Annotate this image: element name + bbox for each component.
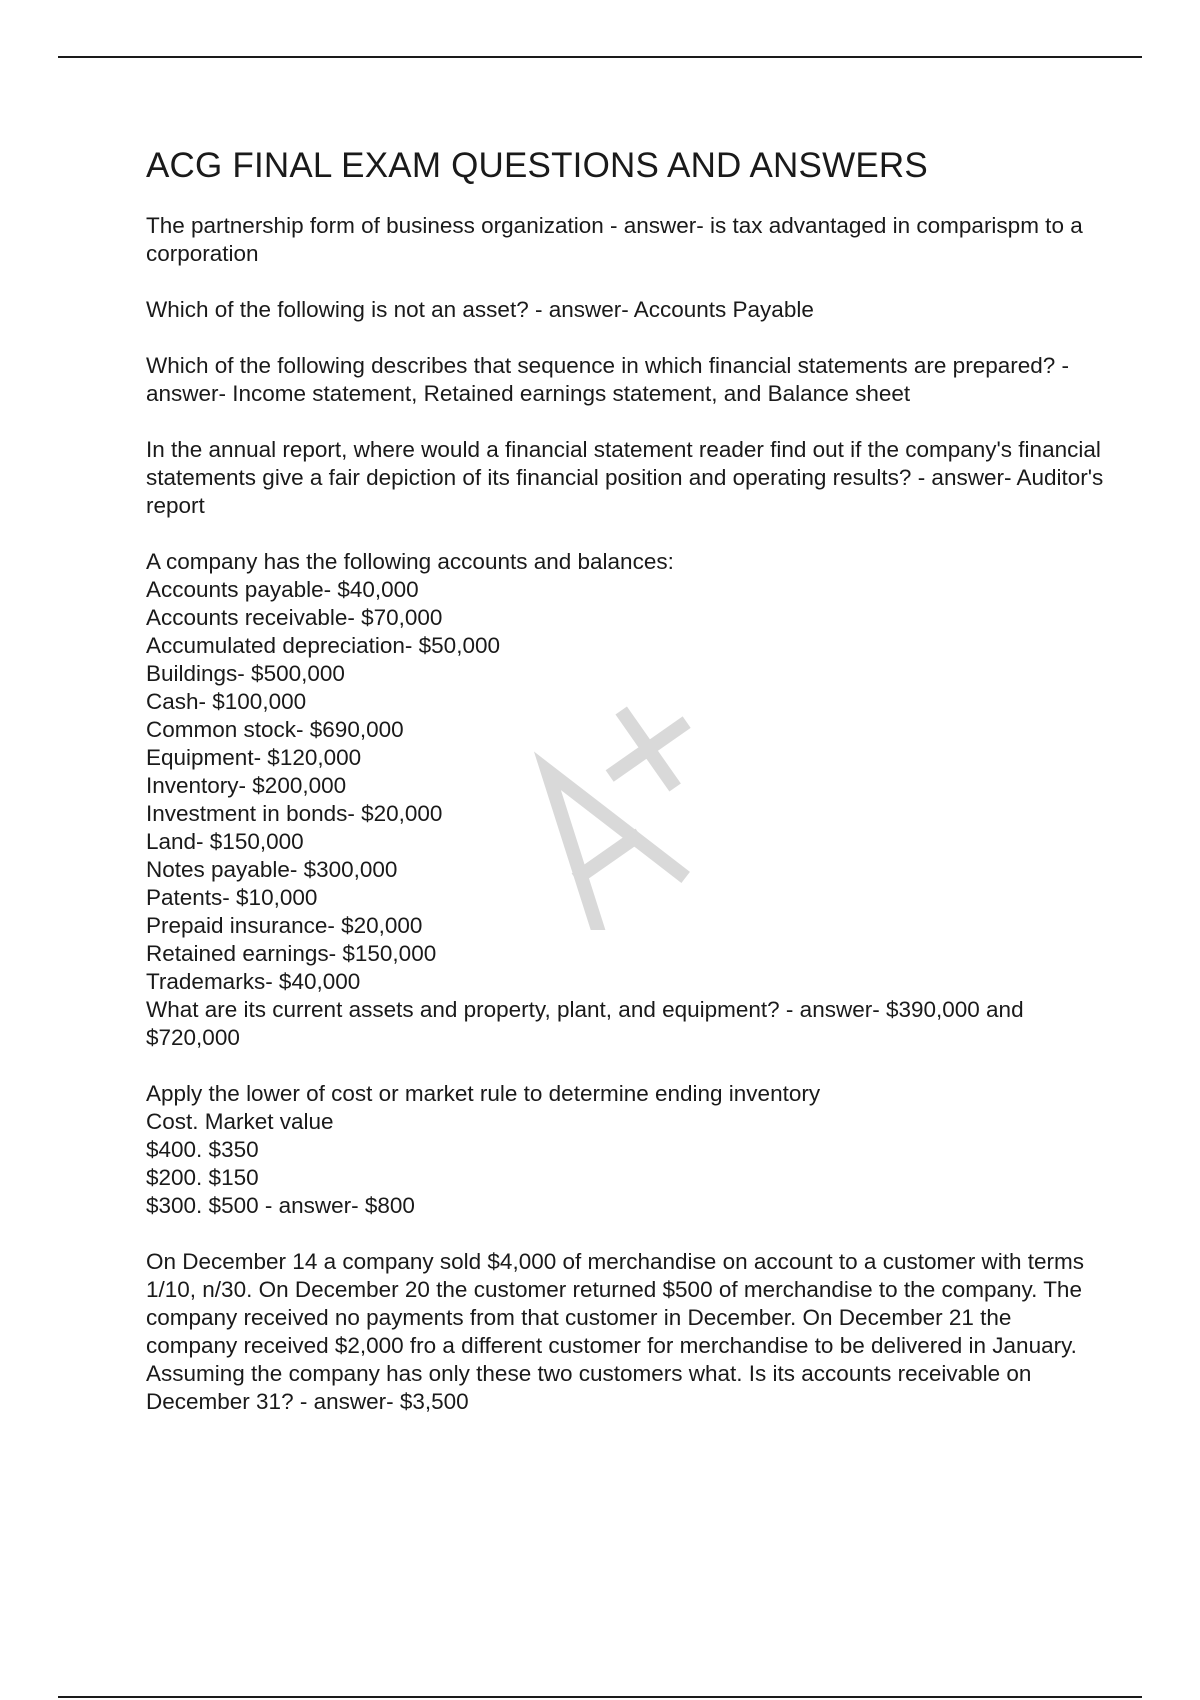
qa-item: [146, 352, 1106, 408]
qa-text: The partnership form of business organization - answer- is tax advantaged in comparispm to a corporation: [146, 213, 1083, 266]
qa-text: Which of the following is not an asset? - answer- Accounts Payable: [146, 297, 814, 322]
top-rule: [58, 56, 1142, 58]
account-line: Accumulated depreciation- $50,000: [146, 633, 500, 658]
account-line: Prepaid insurance- $20,000: [146, 913, 423, 938]
accounts-question-text: What are its current assets and property, plant, and equipment? - answer- $390,000 and $720,000: [146, 997, 1024, 1050]
document-body: [146, 140, 1106, 1444]
inventory-line: $300. $500 - answer- $800: [146, 1193, 415, 1218]
receivable-question: [146, 1248, 1106, 1416]
account-line: Patents- $10,000: [146, 885, 318, 910]
account-line: Investment in bonds- $20,000: [146, 801, 443, 826]
account-line: Accounts receivable- $70,000: [146, 605, 443, 630]
account-line: Common stock- $690,000: [146, 717, 404, 742]
accounts-intro: A company has the following accounts and balances:: [146, 549, 674, 574]
qa-item: [146, 436, 1106, 520]
account-line: Accounts payable- $40,000: [146, 577, 419, 602]
account-line: Land- $150,000: [146, 829, 304, 854]
accounts-question: [146, 548, 1106, 1052]
bottom-rule: [58, 1696, 1142, 1698]
account-line: Inventory- $200,000: [146, 773, 347, 798]
inventory-line: $400. $350: [146, 1137, 259, 1162]
account-line: Trademarks- $40,000: [146, 969, 361, 994]
account-line: Buildings- $500,000: [146, 661, 345, 686]
qa-text: In the annual report, where would a financial statement reader find out if the company's financial statements give a fair depiction of its financial position and operating results? - answer- Auditor's report: [146, 437, 1104, 518]
inventory-line: Apply the lower of cost or market rule to determine ending inventory: [146, 1081, 821, 1106]
inventory-question: [146, 1080, 1106, 1220]
account-line: Equipment- $120,000: [146, 745, 362, 770]
inventory-line: Cost. Market value: [146, 1109, 334, 1134]
account-line: Retained earnings- $150,000: [146, 941, 437, 966]
qa-item: [146, 212, 1106, 268]
inventory-line: $200. $150: [146, 1165, 259, 1190]
qa-text: Which of the following describes that sequence in which financial statements are prepared? - answer- Income statement, Retained earnings statement, and Balance sheet: [146, 353, 1070, 406]
qa-item: [146, 296, 1106, 324]
page-title: ACG FINAL EXAM QUESTIONS AND ANSWERS: [146, 146, 928, 185]
qa-text: On December 14 a company sold $4,000 of merchandise on account to a customer with terms 1/10, n/30. On December 20 the customer returned $500 of merchandise to the company. The company received no payments from that customer in December. On December 21 the company received $2,000 fro a different customer for merchandise to be delivered in January. Assuming the company has only these two customers what. Is its accounts receivable on December 31? - answer- $3,500: [146, 1249, 1084, 1414]
account-line: Cash- $100,000: [146, 689, 307, 714]
account-line: Notes payable- $300,000: [146, 857, 398, 882]
